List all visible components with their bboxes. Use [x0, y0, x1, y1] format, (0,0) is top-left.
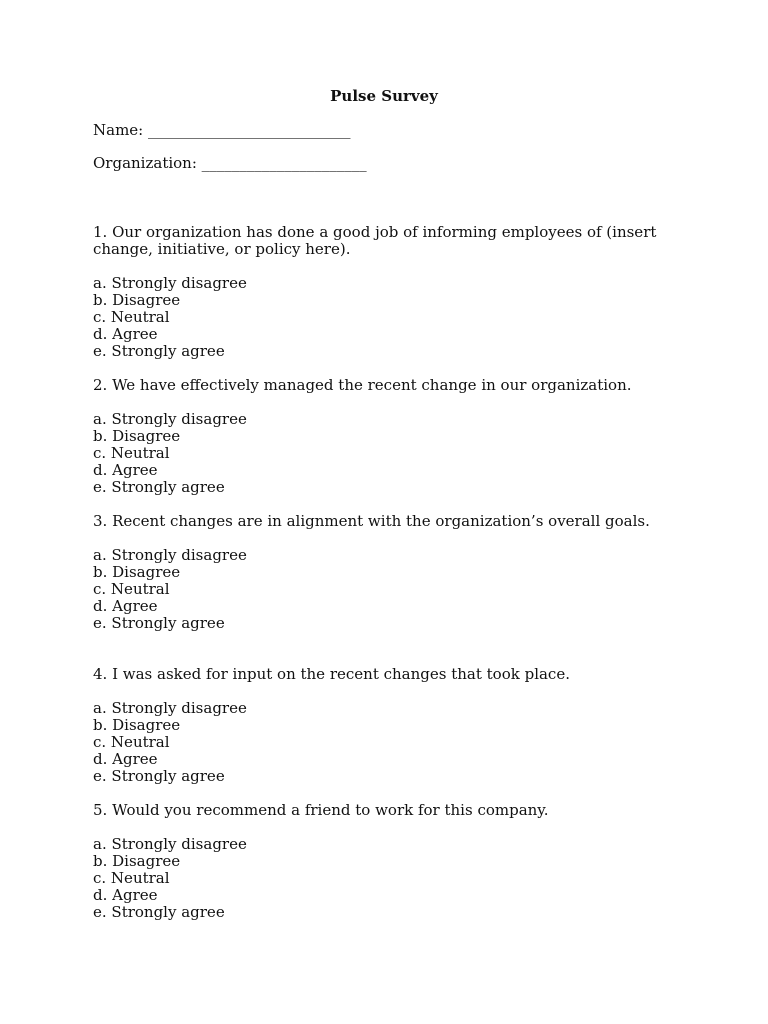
- name-field: Name: ___________________________: [93, 121, 351, 139]
- question-4-option-d: d. Agree: [93, 750, 158, 768]
- question-1-options: [93, 275, 247, 360]
- question-5-text: 5. Would you recommend a friend to work for this company.: [93, 801, 549, 819]
- question-4-option-e: e. Strongly agree: [93, 767, 225, 785]
- question-1-option-b: b. Disagree: [93, 291, 181, 309]
- question-1-text: 1. Our organization has done a good job of informing employees of (insert change, initiative, or policy here).: [93, 223, 657, 258]
- question-2-option-c: c. Neutral: [93, 444, 170, 462]
- question-3-option-e: e. Strongly agree: [93, 614, 225, 632]
- question-3-option-b: b. Disagree: [93, 563, 181, 581]
- question-2-options: [93, 411, 247, 496]
- question-5-option-b: b. Disagree: [93, 852, 181, 870]
- question-3-option-d: d. Agree: [93, 597, 158, 615]
- question-3-text: 3. Recent changes are in alignment with the organization’s overall goals.: [93, 512, 650, 530]
- question-2-option-e: e. Strongly agree: [93, 478, 225, 496]
- question-4-text: 4. I was asked for input on the recent changes that took place.: [93, 665, 570, 683]
- question-1-option-e: e. Strongly agree: [93, 342, 225, 360]
- question-1-option-c: c. Neutral: [93, 308, 170, 326]
- question-5-option-e: e. Strongly agree: [93, 903, 225, 921]
- question-2-option-a: a. Strongly disagree: [93, 410, 247, 428]
- question-5-option-d: d. Agree: [93, 886, 158, 904]
- question-2-option-d: d. Agree: [93, 461, 158, 479]
- question-2-text: 2. We have effectively managed the recent change in our organization.: [93, 376, 632, 394]
- organization-field: Organization: ______________________: [93, 154, 367, 172]
- question-5-options: [93, 836, 247, 921]
- question-1-option-d: d. Agree: [93, 325, 158, 343]
- question-4-option-a: a. Strongly disagree: [93, 699, 247, 717]
- question-5-option-c: c. Neutral: [93, 869, 170, 887]
- question-4-option-c: c. Neutral: [93, 733, 170, 751]
- question-2-option-b: b. Disagree: [93, 427, 181, 445]
- question-3-option-a: a. Strongly disagree: [93, 546, 247, 564]
- question-3-options: [93, 547, 247, 632]
- question-5-option-a: a. Strongly disagree: [93, 835, 247, 853]
- question-4-option-b: b. Disagree: [93, 716, 181, 734]
- question-4-options: [93, 700, 247, 785]
- page-title: Pulse Survey: [330, 87, 438, 105]
- question-3-option-c: c. Neutral: [93, 580, 170, 598]
- question-1-option-a: a. Strongly disagree: [93, 274, 247, 292]
